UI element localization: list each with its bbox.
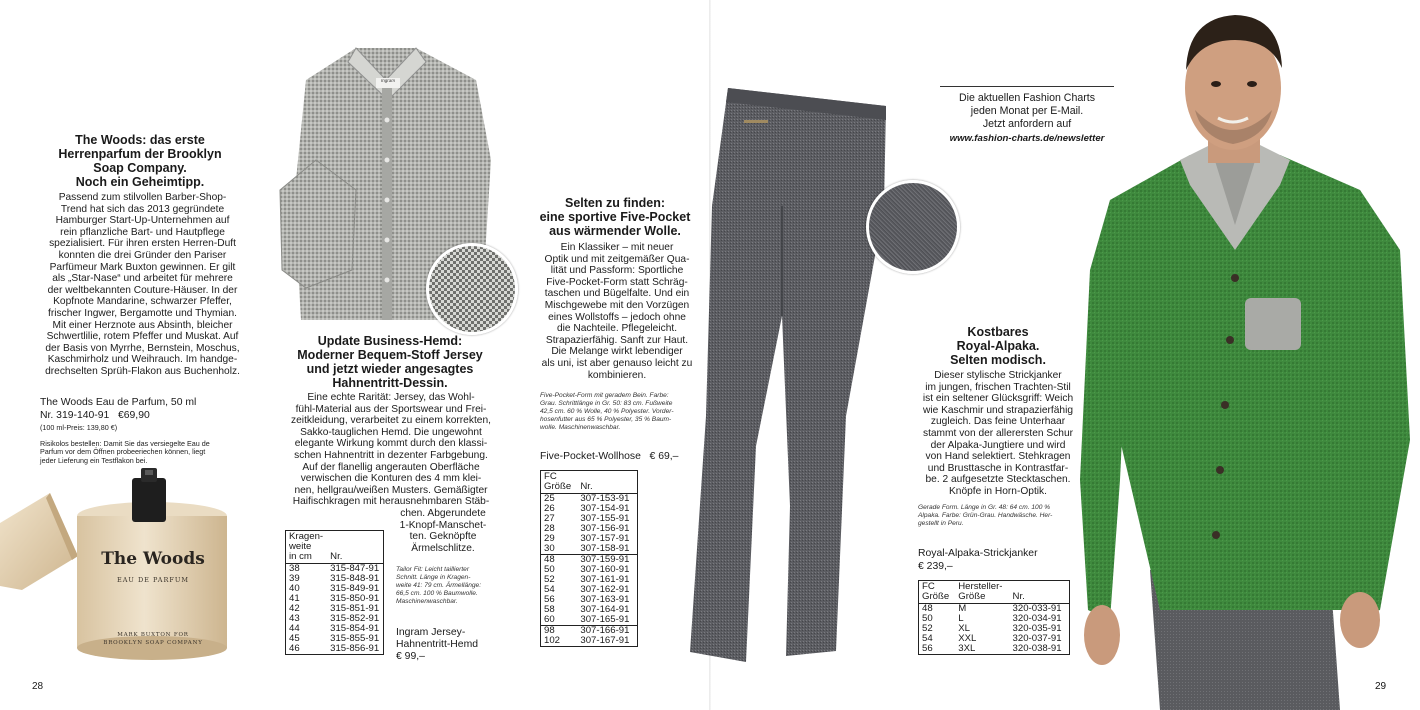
table-cell: 307-163-91	[580, 594, 630, 605]
table-cell: 307-166-91	[577, 626, 637, 637]
body-line: Sakko-tauglichen Hemd. Die ungewohnt	[300, 426, 482, 438]
newsletter-link[interactable]: www.fashion-charts.de/newsletter	[949, 132, 1105, 144]
promo-line: Die aktuellen Fashion Charts	[958, 92, 1096, 104]
page-number-right: 29	[1375, 681, 1387, 692]
shirt-body-right	[388, 508, 498, 554]
table-cell: 102	[544, 635, 561, 646]
body-line: der weltbekannten Couture-Häuser. In der	[47, 284, 238, 296]
table-row	[541, 544, 638, 555]
bottle-maker-label-2: BROOKLYN SOAP COMPANY	[103, 640, 203, 646]
body-line: Parfümeur Mark Buxton gewinnen. Er gilt	[49, 261, 236, 273]
table-header: Nr.	[577, 471, 637, 494]
table-cell: 307-162-91	[580, 584, 630, 595]
table-cell: 307-167-91	[580, 635, 630, 646]
table-header: FC Größe	[541, 471, 578, 494]
table-cell: 307-156-91	[580, 523, 630, 534]
table-cell: 315-849-91	[330, 583, 380, 594]
table-cell: 56	[922, 643, 933, 654]
table-cell: 29	[544, 533, 555, 544]
body-line: kombinieren.	[587, 369, 647, 381]
table-cell: 45	[289, 633, 300, 644]
table-cell: 307-155-91	[580, 513, 630, 524]
body-line: der Alpaka-Jungtiere und wird	[930, 439, 1066, 451]
product-name-line: Ingram Jersey-	[396, 627, 466, 638]
table-header: Nr.	[1010, 581, 1070, 604]
table-cell: 46	[289, 643, 300, 654]
body-line: elegante Wirkung kommt durch den klassi-	[294, 438, 488, 450]
table-cell: 307-157-91	[580, 533, 630, 544]
table-cell: 56	[544, 594, 555, 605]
note-line: weite 41: 79 cm. Ärmellänge:	[396, 582, 482, 589]
trousers-product-line: Five-Pocket-Wollhose € 69,–	[540, 451, 679, 462]
table-cell: 54	[544, 584, 555, 595]
body-line: Passend zum stilvollen Barber-Shop-	[58, 192, 227, 203]
body-line: Schwertlilie, rotem Pfeffer und Muskat. Auf	[46, 331, 239, 343]
table-cell: M	[958, 603, 967, 614]
bottle-maker-label-1: MARK BUXTON FOR	[117, 632, 189, 638]
table-cell: 43	[289, 613, 300, 624]
table-cell: 41	[289, 593, 300, 604]
shirt-product-name	[396, 627, 506, 663]
shirt-brand-label: Ingram	[380, 78, 395, 83]
shirt-heading-line: Hahnentritt-Dessin.	[332, 376, 448, 390]
table-cell: 48	[541, 555, 578, 566]
note-line: gestellt in Peru.	[918, 520, 964, 527]
shirt-heading-line: und jetzt wieder angesagtes	[306, 362, 474, 376]
table-cell: 50	[544, 564, 555, 575]
body-line: frischer Ingwer, Bergamotte und Thymian.	[48, 307, 237, 319]
body-line: zeitkleidung, verarbeitet zu einem korrekten,	[291, 415, 491, 427]
perfume-unit-price: (100 ml-Preis: 139,80 €)	[40, 423, 118, 432]
perfume-heading-line: Noch ein Geheimtipp.	[75, 175, 205, 189]
table-cell: 307-160-91	[580, 564, 630, 575]
table-cell: 307-165-91	[580, 614, 630, 625]
table-cell: 320-038-91	[1012, 643, 1062, 654]
trousers-heading-line: eine sportive Five-Pocket	[539, 210, 691, 224]
body-line: Auf der flanellig angerauten Oberfläche	[302, 461, 480, 473]
shirt-body	[285, 392, 497, 508]
cardigan-body	[912, 370, 1084, 498]
table-cell: 307-153-91	[580, 493, 630, 504]
table-cell: 40	[289, 583, 300, 594]
table-cell: 315-851-91	[330, 603, 380, 614]
body-line: Kaschmirholz und Weihrauch. Im handge-	[47, 354, 238, 366]
table-row	[541, 636, 638, 647]
table-cell: 315-848-91	[330, 573, 380, 584]
table-cell: 307-154-91	[580, 503, 630, 514]
note-line: hosenfutter aus 65 % Polyester, 35 % Baum-	[540, 416, 672, 423]
table-cell: 320-034-91	[1012, 613, 1062, 624]
table-cell: 50	[922, 613, 933, 624]
table-header: Hersteller- Größe	[955, 581, 1009, 604]
body-line: Hamburger Start-Up-Unternehmen auf	[55, 215, 230, 227]
body-line: stammt von der allerersten Schur	[922, 427, 1074, 439]
table-header: Nr.	[327, 531, 384, 564]
perfume-heading-line: The Woods: das erste	[75, 133, 205, 147]
trousers-size-table	[540, 470, 638, 647]
body-line: von Hand selektiert. Stehkragen	[925, 451, 1071, 463]
table-cell: 26	[544, 503, 555, 514]
trousers-icon	[686, 86, 896, 668]
table-cell: 320-035-91	[1012, 623, 1062, 634]
body-line: 1-Knopf-Manschet-	[399, 519, 487, 531]
table-header: Kragen- weite in cm	[286, 531, 328, 564]
model-cardigan-icon	[1080, 10, 1420, 710]
page-number-left: 28	[32, 681, 44, 692]
perfume-order-line: Nr. 319-140-91 €69,90	[40, 410, 150, 421]
body-line: be. 2 aufgesetzte Stecktaschen.	[925, 474, 1071, 486]
table-cell: 315-855-91	[330, 633, 380, 644]
cardigan-product-name: Royal-Alpaka-Strickjanker	[918, 548, 1038, 559]
body-line: Strapazierfähig. Sanft zur Haut.	[545, 334, 689, 346]
trousers-spec	[540, 392, 700, 432]
note-line: Gerade Form. Länge in Gr. 48: 64 cm. 100 %	[918, 504, 1051, 511]
table-cell: 52	[544, 574, 555, 585]
trousers-heading-line: aus wärmender Wolle.	[549, 224, 681, 238]
table-cell: XL	[958, 623, 970, 634]
table-cell: 25	[544, 493, 555, 504]
table-cell: 44	[289, 623, 300, 634]
body-line: rein pflanzliche Bart- und Hautpflege	[60, 226, 225, 238]
promo-line: Jetzt anfordern auf	[982, 118, 1072, 131]
risk-note-line: Risikolos bestellen: Damit Sie das versiegelte Eau de	[40, 439, 210, 448]
table-row	[286, 644, 384, 655]
note-line: Alpaka. Farbe: Grün-Grau. Handwäsche. Her-	[918, 512, 1053, 519]
table-cell: 320-033-91	[1012, 603, 1062, 614]
table-cell: 48	[922, 603, 933, 614]
table-cell: 315-852-91	[330, 613, 380, 624]
body-line: wie Kaschmir und strapazierfähig	[922, 404, 1074, 416]
table-cell: 27	[544, 513, 555, 524]
table-cell: 307-164-91	[580, 604, 630, 615]
product-name-line: Hahnentritt-Hemd	[396, 639, 479, 650]
table-cell: 30	[544, 543, 555, 554]
body-line: Trend hat sich das 2013 gegründete	[60, 203, 225, 215]
cardigan-heading-line: Kostbares	[967, 325, 1029, 339]
body-line: chen. Abgerundete	[400, 508, 486, 519]
table-cell: 60	[544, 614, 555, 625]
body-line: Five-Pocket-Form statt Schräg-	[546, 276, 688, 288]
body-line: lität und Passform: Sportliche	[550, 265, 684, 277]
body-line: Ärmelschlitze.	[411, 542, 475, 554]
table-cell: 307-158-91	[580, 543, 630, 554]
table-cell: 3XL	[958, 643, 976, 654]
body-line: taschen und Bügelfalte. Und ein	[544, 288, 690, 300]
cardigan-heading-line: Royal-Alpaka.	[956, 339, 1040, 353]
table-cell: 307-159-91	[577, 555, 637, 566]
trousers-heading-line: Selten zu finden:	[565, 196, 665, 210]
bottle-type-label: EAU DE PARFUM	[116, 576, 189, 584]
body-line: als uni, ist aber genauso leicht zu	[541, 357, 693, 369]
body-line: Mischgewebe mit den Vorzügen	[544, 299, 690, 311]
table-cell: 320-037-91	[1012, 633, 1062, 644]
perfume-body	[40, 192, 245, 378]
shirt-fit-note	[396, 566, 496, 606]
promo-line: jeden Monat per E-Mail.	[970, 105, 1084, 118]
body-line: ist ein seltener Glücksgriff: Weich	[922, 393, 1074, 405]
body-line: Knöpfe in Horn-Optik.	[949, 485, 1047, 497]
note-line: Tailor Fit: Leicht taillierter	[396, 566, 470, 573]
body-line: konnten die drei Gründer den Pariser	[58, 249, 227, 261]
perfume-heading-line: Soap Company.	[93, 161, 187, 175]
body-line: spezialisiert. Für ihren ersten Herren-Duft	[49, 238, 236, 250]
table-cell: 315-854-91	[330, 623, 380, 634]
body-line: im jungen, frischen Trachten-Stil	[925, 381, 1071, 393]
perfume-product-name: The Woods Eau de Parfum, 50 ml	[40, 397, 197, 408]
note-line: wolle. Maschinenwaschbar.	[540, 424, 621, 431]
table-cell: 52	[922, 623, 933, 634]
shirt-price: € 99,–	[396, 651, 425, 662]
body-line: drechselten Sprüh-Flakon aus Buchenholz.	[45, 365, 240, 377]
shirt-size-table	[285, 530, 384, 655]
trousers-body	[534, 242, 700, 381]
table-cell: L	[958, 613, 964, 624]
cardigan-spec	[918, 504, 1078, 528]
table-cell: 38	[289, 563, 300, 574]
table-cell: 315-847-91	[330, 563, 380, 574]
table-cell: 315-850-91	[330, 593, 380, 604]
fabric-swatch-icon	[426, 243, 518, 335]
shirt-heading	[280, 334, 500, 390]
body-line: eines Wollstoffs – jedoch ohne	[548, 311, 686, 323]
body-line: ten. Geknöpfte	[409, 531, 477, 543]
table-row	[919, 644, 1070, 655]
table-cell: 39	[289, 573, 300, 584]
cardigan-heading	[918, 325, 1078, 367]
risk-note-line: Parfum vor dem Öffnen probeeriechen können, liegt	[40, 447, 206, 457]
cardigan-size-table	[918, 580, 1070, 655]
body-line: schen Hahnentritt in dezenter Farbgebung.	[294, 449, 488, 461]
body-line: fühl-Material aus der Sportswear und Frei-	[295, 403, 487, 415]
body-line: Ein Klassiker – mit neuer	[560, 242, 674, 253]
table-cell: 58	[544, 604, 555, 615]
table-cell: 307-161-91	[580, 574, 630, 585]
body-line: Optik und mit zeitgemäßer Qua-	[544, 253, 690, 265]
body-line: Eine echte Rarität: Jersey, das Wohl-	[307, 392, 475, 403]
body-line: Mit einer Herznote aus Absinth, bleicher	[52, 319, 233, 331]
table-cell: 28	[544, 523, 555, 534]
note-line: Five-Pocket-Form mit geradem Bein. Farbe:	[540, 392, 669, 399]
note-line: Maschinenwaschbar.	[396, 598, 458, 605]
cardigan-price: € 239,–	[918, 561, 953, 572]
body-line: nen, hellgrau/weißen Musters. Gemäßigter	[294, 484, 488, 496]
body-line: und Brusttasche in Kontrastfar-	[927, 462, 1069, 474]
risk-note-line: jeder Lieferung ein Testflakon bei.	[40, 455, 148, 465]
body-line: als „Star-Nase“ und arbeitet für mehrere	[52, 273, 233, 285]
perfume-heading	[40, 133, 240, 189]
body-line: der Basis von Myrrhe, Bernstein, Moschus,	[45, 342, 240, 354]
note-line: 66,5 cm. 100 % Baumwolle.	[396, 590, 478, 597]
body-line: verwischen die Konturen des 4 mm klei-	[300, 473, 482, 485]
trousers-heading	[530, 196, 700, 238]
body-line: Kopfnote Mandarine, schwarzer Pfeffer,	[53, 296, 232, 308]
bottle-brand-label: The Woods	[101, 549, 205, 569]
table-row	[541, 615, 638, 626]
fabric-swatch-icon	[866, 180, 960, 274]
table-cell: XXL	[958, 633, 977, 644]
note-line: 42,5 cm. 60 % Wolle, 40 % Polyester. Vorder-	[540, 408, 674, 415]
note-line: Grau. Schrittlänge in Gr. 50: 83 cm. Fußweite	[540, 400, 673, 407]
table-cell: 315-856-91	[330, 643, 380, 654]
table-cell: 42	[289, 603, 300, 614]
body-line: Haifischkragen mit herausnehmbaren Stäb-	[292, 496, 490, 508]
shirt-heading-line: Update Business-Hemd:	[317, 334, 463, 348]
cardigan-heading-line: Selten modisch.	[950, 353, 1046, 367]
shirt-heading-line: Moderner Bequem-Stoff Jersey	[297, 348, 483, 362]
perfume-heading-line: Herrenparfum der Brooklyn	[58, 147, 222, 161]
body-line: Die Melange wirkt lebendiger	[551, 346, 683, 358]
body-line: zugleich. Das feine Unterhaar	[930, 416, 1066, 428]
body-line: Dieser stylische Strickjanker	[934, 370, 1062, 381]
table-cell: 54	[922, 633, 933, 644]
note-line: Schnitt. Länge in Kragen-	[396, 574, 471, 581]
table-header: FC Größe	[919, 581, 956, 604]
body-line: die Nachteile. Pflegeleicht.	[556, 323, 678, 335]
table-cell: 98	[541, 626, 578, 637]
perfume-risk-note	[40, 440, 240, 465]
